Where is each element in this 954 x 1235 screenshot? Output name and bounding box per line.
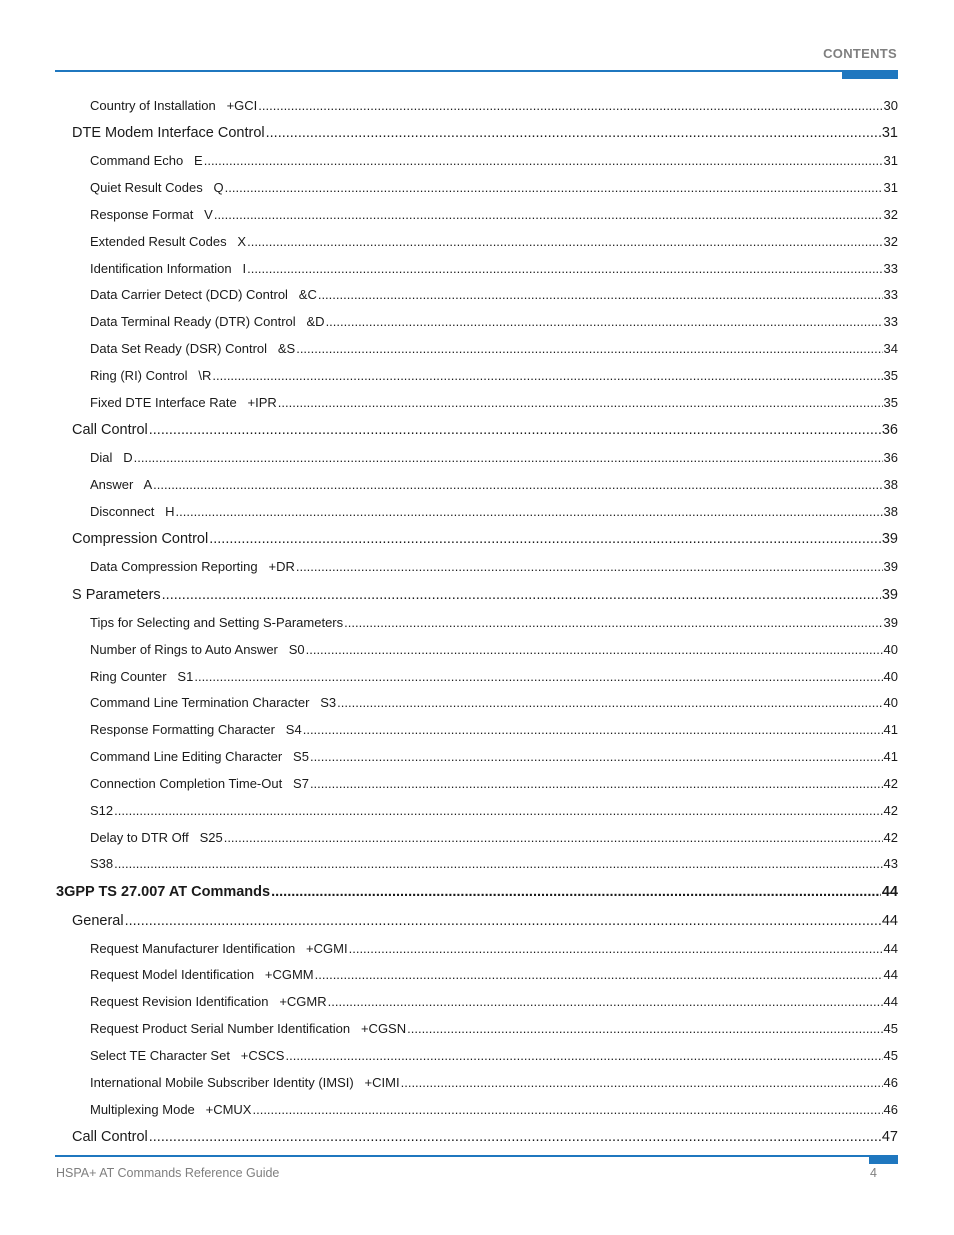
toc-entry-title: Command Line Editing Character S5 <box>90 749 309 764</box>
toc-entry-level-3[interactable] <box>90 803 898 818</box>
toc-dot-leader <box>401 1075 883 1090</box>
toc-entry-level-3[interactable] <box>90 1075 898 1090</box>
toc-entry-title: Data Set Ready (DSR) Control &S <box>90 341 296 356</box>
toc-entry-level-3[interactable] <box>90 341 898 356</box>
toc-dot-leader <box>326 314 883 329</box>
toc-entry-page: 44 <box>881 884 898 900</box>
toc-entry-page: 41 <box>883 722 898 737</box>
toc-dot-leader <box>176 504 883 519</box>
toc-dot-leader <box>407 1021 882 1036</box>
toc-entry-page: 33 <box>883 287 898 302</box>
toc-entry-page: 35 <box>883 395 898 410</box>
toc-entry-title: Call Control <box>72 1129 148 1145</box>
toc-dot-leader <box>318 287 883 302</box>
toc-entry-title: Disconnect H <box>90 504 175 519</box>
toc-entry-title: 3GPP TS 27.007 AT Commands <box>56 884 271 900</box>
toc-entry-title: Data Carrier Detect (DCD) Control &C <box>90 287 317 302</box>
toc-dot-leader <box>149 422 881 438</box>
toc-entry-level-3[interactable] <box>90 994 898 1009</box>
toc-entry-page: 34 <box>883 341 898 356</box>
toc-dot-leader <box>278 395 883 410</box>
toc-entry-title: Dial D <box>90 450 133 465</box>
toc-dot-leader <box>310 749 883 764</box>
toc-entry-level-3[interactable] <box>90 234 898 249</box>
toc-entry-level-3[interactable] <box>90 941 898 956</box>
toc-entry-page: 45 <box>883 1048 898 1063</box>
toc-entry-title: S Parameters <box>72 587 161 603</box>
header-accent-tab <box>842 70 898 79</box>
toc-dot-leader <box>224 830 883 845</box>
toc-entry-level-3[interactable] <box>90 153 898 168</box>
toc-entry-level-3[interactable] <box>90 207 898 222</box>
toc-entry-page: 32 <box>883 234 898 249</box>
toc-entry-level-3[interactable] <box>90 642 898 657</box>
toc-entry-title: Command Line Termination Character S3 <box>90 695 337 710</box>
toc-entry-page: 43 <box>883 856 898 871</box>
toc-entry-title: Number of Rings to Auto Answer S0 <box>90 642 305 657</box>
toc-entry-title: Response Formatting Character S4 <box>90 722 302 737</box>
toc-entry-level-3[interactable] <box>90 98 898 113</box>
toc-entry-title: Answer A <box>90 477 153 492</box>
toc-entry-title: Country of Installation +GCI <box>90 98 258 113</box>
toc-entry-title: Extended Result Codes X <box>90 234 247 249</box>
toc-entry-title: Select TE Character Set +CSCS <box>90 1048 285 1063</box>
toc-entry-title: Connection Completion Time-Out S7 <box>90 776 309 791</box>
toc-entry-page: 42 <box>883 830 898 845</box>
toc-entry-title: Multiplexing Mode +CMUX <box>90 1102 252 1117</box>
toc-dot-leader <box>204 153 883 168</box>
toc-entry-page: 47 <box>881 1129 898 1145</box>
toc-dot-leader <box>285 1048 882 1063</box>
toc-entry-level-3[interactable] <box>90 722 898 737</box>
toc-entry-title: Ring (RI) Control \R <box>90 368 212 383</box>
toc-entry-page: 46 <box>883 1102 898 1117</box>
toc-dot-leader <box>149 1129 881 1145</box>
toc-dot-leader <box>349 941 883 956</box>
toc-dot-leader <box>296 559 883 574</box>
toc-entry-title: Request Model Identification +CGMM <box>90 967 314 982</box>
toc-entry-level-1[interactable] <box>56 884 898 900</box>
toc-entry-level-3[interactable] <box>90 695 898 710</box>
toc-entry-page: 42 <box>883 776 898 791</box>
toc-entry-level-3[interactable] <box>90 287 898 302</box>
toc-entry-page: 42 <box>883 803 898 818</box>
toc-entry-title: S38 <box>90 856 114 871</box>
toc-entry-level-3[interactable] <box>90 1102 898 1117</box>
toc-entry-title: S12 <box>90 803 114 818</box>
toc-entry-level-2[interactable] <box>72 587 898 603</box>
toc-entry-page: 39 <box>881 531 898 547</box>
toc-entry-page: 39 <box>883 615 898 630</box>
toc-entry-level-3[interactable] <box>90 776 898 791</box>
toc-entry-page: 46 <box>883 1075 898 1090</box>
toc-entry-level-2[interactable] <box>72 913 898 929</box>
toc-dot-leader <box>252 1102 882 1117</box>
toc-dot-leader <box>162 587 881 603</box>
toc-dot-leader <box>225 180 883 195</box>
toc-dot-leader <box>247 261 882 276</box>
toc-entry-page: 45 <box>883 1021 898 1036</box>
toc-entry-page: 44 <box>883 941 898 956</box>
toc-entry-title: Identification Information I <box>90 261 247 276</box>
toc-entry-level-3[interactable] <box>90 856 898 871</box>
toc-entry-title: DTE Modem Interface Control <box>72 125 265 141</box>
toc-entry-title: Command Echo E <box>90 153 203 168</box>
toc-entry-page: 30 <box>883 98 898 113</box>
toc-entry-page: 31 <box>881 125 898 141</box>
toc-dot-leader <box>212 368 882 383</box>
toc-entry-title: International Mobile Subscriber Identity (IMSI) +CIMI <box>90 1075 400 1090</box>
toc-dot-leader <box>114 803 882 818</box>
toc-entry-level-3[interactable] <box>90 559 898 574</box>
toc-dot-leader <box>209 531 881 547</box>
toc-dot-leader <box>125 913 881 929</box>
toc-entry-level-3[interactable] <box>90 261 898 276</box>
toc-entry-page: 39 <box>883 559 898 574</box>
footer-page-number: 4 <box>870 1166 877 1180</box>
footer-rule <box>55 1155 898 1157</box>
toc-dot-leader <box>328 994 883 1009</box>
toc-entry-level-3[interactable] <box>90 1021 898 1036</box>
toc-dot-leader <box>296 341 882 356</box>
toc-dot-leader <box>315 967 883 982</box>
toc-entry-level-3[interactable] <box>90 615 898 630</box>
toc-dot-leader <box>271 884 881 900</box>
toc-entry-level-3[interactable] <box>90 830 898 845</box>
toc-entry-level-3[interactable] <box>90 477 898 492</box>
toc-dot-leader <box>194 669 882 684</box>
toc-entry-page: 35 <box>883 368 898 383</box>
toc-dot-leader <box>337 695 882 710</box>
toc-entry-level-3[interactable] <box>90 967 898 982</box>
toc-entry-page: 44 <box>883 967 898 982</box>
toc-entry-title: Fixed DTE Interface Rate +IPR <box>90 395 277 410</box>
toc-dot-leader <box>134 450 883 465</box>
toc-entry-page: 36 <box>883 450 898 465</box>
toc-entry-level-3[interactable] <box>90 450 898 465</box>
toc-entry-title: Delay to DTR Off S25 <box>90 830 223 845</box>
toc-entry-level-3[interactable] <box>90 395 898 410</box>
toc-entry-level-2[interactable] <box>72 531 898 547</box>
toc-entry-page: 44 <box>883 994 898 1009</box>
toc-entry-title: Request Product Serial Number Identification +CGSN <box>90 1021 407 1036</box>
toc-dot-leader <box>310 776 883 791</box>
toc-entry-title: Response Format V <box>90 207 213 222</box>
toc-entry-page: 31 <box>883 153 898 168</box>
toc-dot-leader <box>214 207 883 222</box>
toc-entry-level-2[interactable] <box>72 422 898 438</box>
toc-entry-title: Request Revision Identification +CGMR <box>90 994 327 1009</box>
running-header: CONTENTS <box>823 46 897 61</box>
toc-entry-level-3[interactable] <box>90 504 898 519</box>
toc-entry-page: 38 <box>883 477 898 492</box>
toc-entry-page: 33 <box>883 314 898 329</box>
toc-entry-title: Data Compression Reporting +DR <box>90 559 295 574</box>
toc-entry-level-3[interactable] <box>90 180 898 195</box>
toc-entry-page: 44 <box>881 913 898 929</box>
toc-entry-page: 32 <box>883 207 898 222</box>
toc-dot-leader <box>247 234 882 249</box>
toc-entry-page: 40 <box>883 642 898 657</box>
toc-entry-page: 33 <box>883 261 898 276</box>
toc-entry-page: 40 <box>883 695 898 710</box>
toc-entry-title: Request Manufacturer Identification +CGMI <box>90 941 348 956</box>
toc-entry-title: Data Terminal Ready (DTR) Control &D <box>90 314 325 329</box>
toc-entry-level-3[interactable] <box>90 669 898 684</box>
toc-entry-page: 31 <box>883 180 898 195</box>
toc-dot-leader <box>266 125 881 141</box>
toc-entry-page: 38 <box>883 504 898 519</box>
toc-entry-level-2[interactable] <box>72 125 898 141</box>
toc-entry-title: Compression Control <box>72 531 209 547</box>
footer-document-title: HSPA+ AT Commands Reference Guide <box>56 1166 280 1180</box>
toc-entry-page: 41 <box>883 749 898 764</box>
toc-dot-leader <box>303 722 883 737</box>
toc-entry-level-2[interactable] <box>72 1129 898 1145</box>
toc-entry-level-3[interactable] <box>90 314 898 329</box>
toc-entry-title: Ring Counter S1 <box>90 669 194 684</box>
toc-dot-leader <box>344 615 882 630</box>
toc-entry-title: Quiet Result Codes Q <box>90 180 224 195</box>
toc-entry-page: 39 <box>881 587 898 603</box>
toc-dot-leader <box>153 477 882 492</box>
toc-entry-title: Tips for Selecting and Setting S-Parameters <box>90 615 344 630</box>
toc-entry-level-3[interactable] <box>90 749 898 764</box>
toc-entry-title: Call Control <box>72 422 148 438</box>
toc-entry-level-3[interactable] <box>90 368 898 383</box>
toc-dot-leader <box>114 856 882 871</box>
header-rule <box>55 70 898 72</box>
footer-accent-tab <box>869 1155 898 1164</box>
toc-entry-page: 40 <box>883 669 898 684</box>
toc-entry-page: 36 <box>881 422 898 438</box>
toc-entry-level-3[interactable] <box>90 1048 898 1063</box>
toc-dot-leader <box>306 642 883 657</box>
toc-entry-title: General <box>72 913 124 929</box>
toc-dot-leader <box>258 98 882 113</box>
